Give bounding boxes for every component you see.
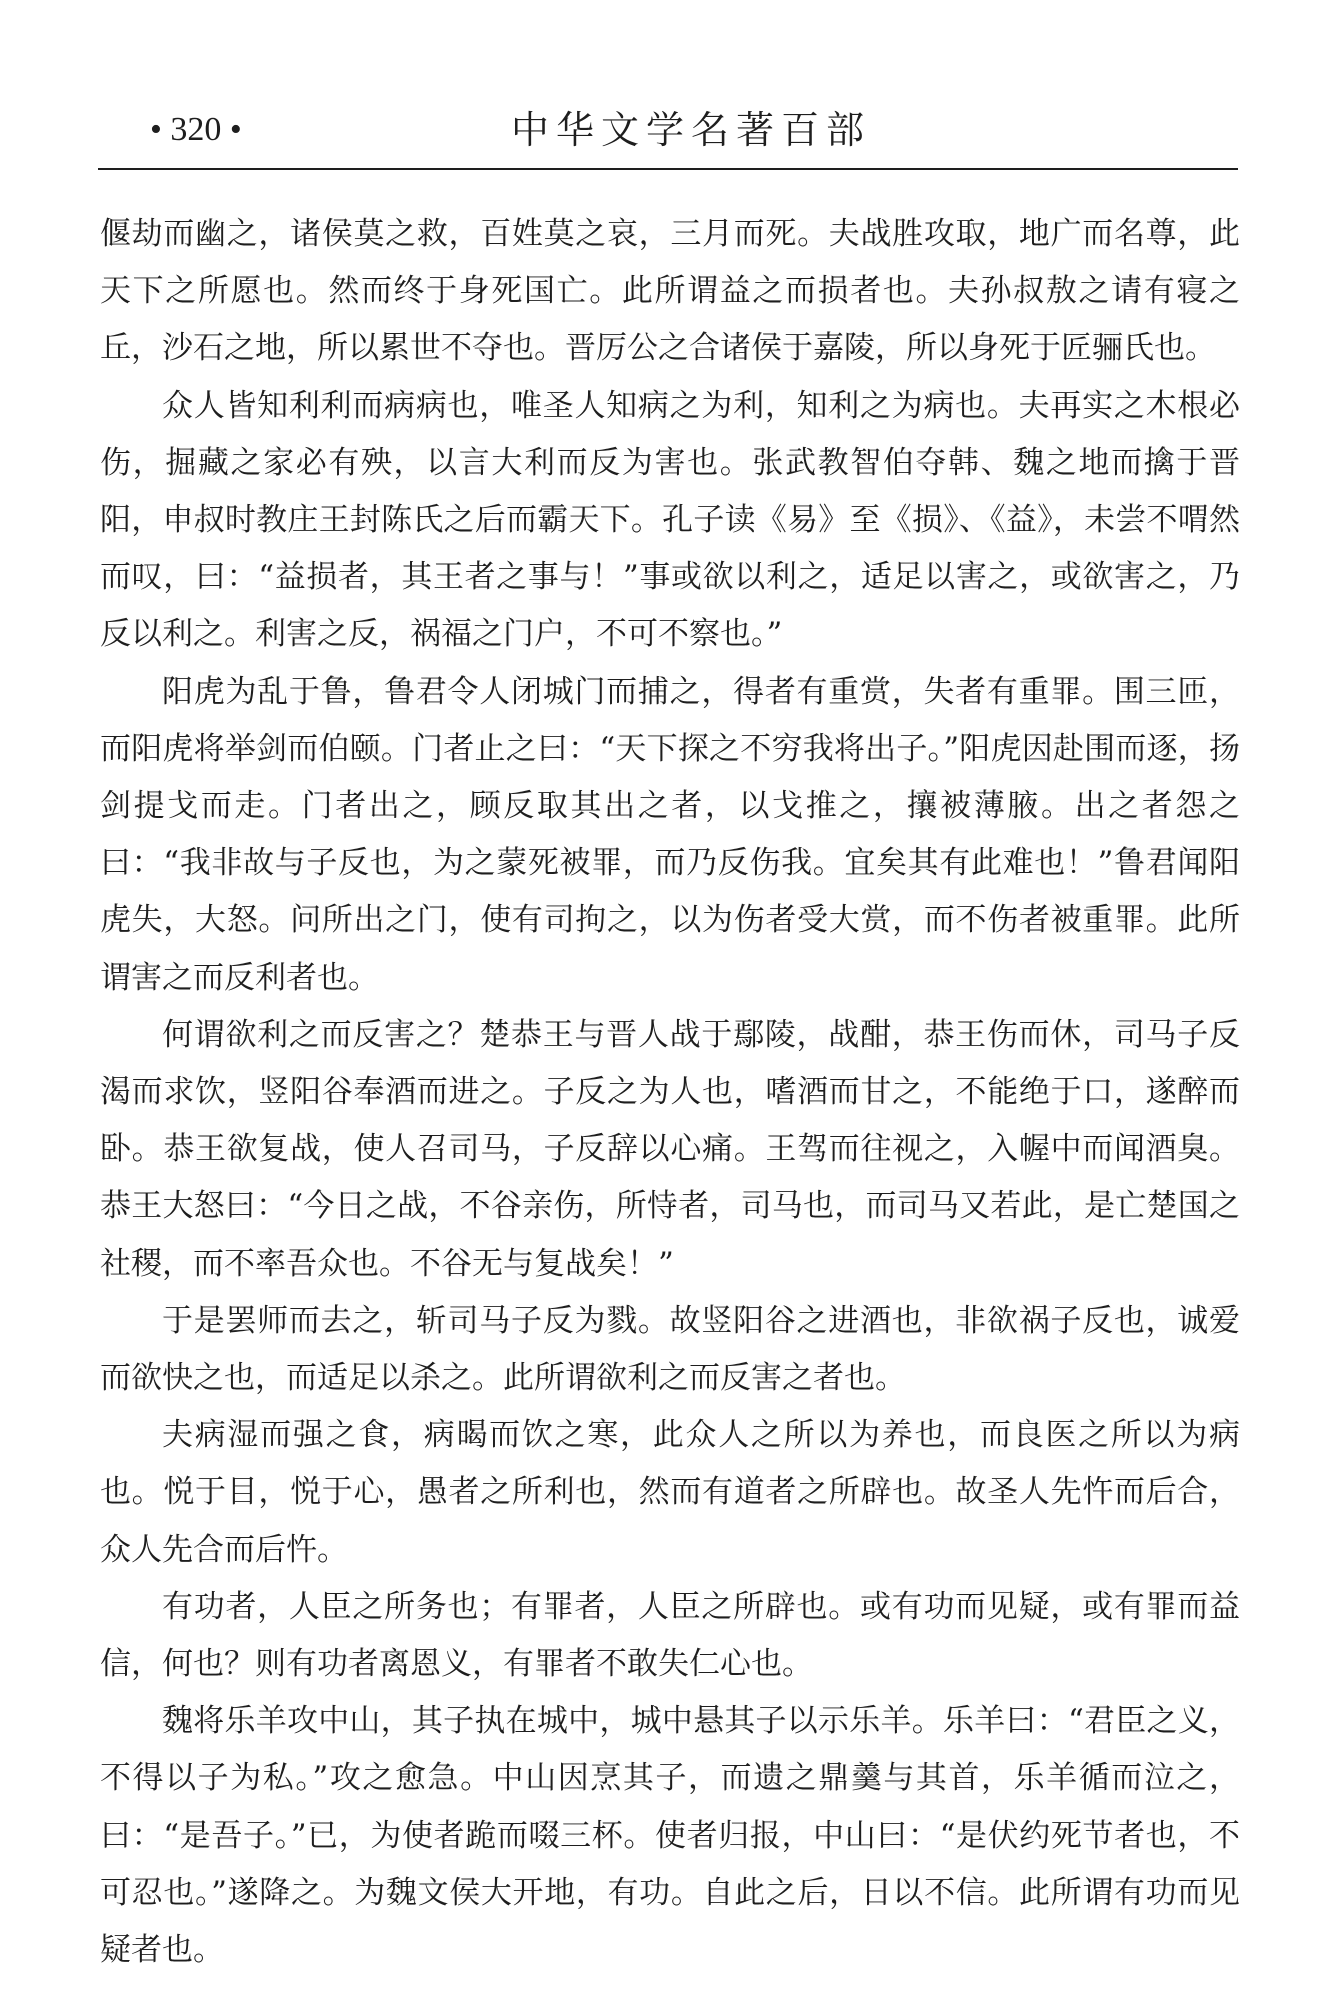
paragraph-1: 偃劫而幽之，诸侯莫之救，百姓莫之哀，三月而死。夫战胜攻取，地广而名尊，此天下之所愿也。然而终于身死国亡。此所谓益之而损者也。夫孙叔敖之请有寝之丘，沙石之地，所以累世不夺也。晋厉公之合诸侯于嘉陵，所以身死于匠骊氏也。 — [100, 216, 1240, 367]
page-number: • 320 • — [150, 111, 242, 148]
paragraph-5: 于是罢师而去之，斩司马子反为戮。故竖阳谷之进酒也，非欲祸子反也，诚爱而欲快之也，而适足以杀之。此所谓欲利之而反害之者也。 — [100, 1302, 1240, 1397]
header-rule — [98, 168, 1238, 170]
paragraph-6: 夫病湿而强之食，病暍而饮之寒，此众人之所以为养也，而良医之所以为病也。悦于目，悦于心，愚者之所利也，然而有道者之所辟也。故圣人先忤而后合，众人先合而后忤。 — [100, 1417, 1240, 1568]
page-header — [98, 104, 1238, 162]
paragraph-7: 有功者，人臣之所务也；有罪者，人臣之所辟也。或有功而见疑，或有罪而益信，何也？则有功者离恩义，有罪者不敢失仁心也。 — [100, 1588, 1240, 1683]
paragraph-4: 何谓欲利之而反害之？楚恭王与晋人战于鄢陵，战酣，恭王伤而休，司马子反渴而求饮，竖阳谷奉酒而进之。子反之为人也，嗜酒而甘之，不能绝于口，遂醉而卧。恭王欲复战，使人召司马，子反辞以心痛。王驾而往视之，入幄中而闻酒臭。恭王大怒曰：“今日之战，不谷亲伤，所恃者，司马也，而司马又若此，是亡楚国之社稷，而不率吾众也。不谷无与复战矣！” — [100, 1016, 1240, 1282]
body-text — [100, 206, 1240, 1979]
paragraph-3: 阳虎为乱于鲁，鲁君令人闭城门而捕之，得者有重赏，失者有重罪。围三匝，而阳虎将举剑而伯颐。门者止之曰：“天下探之不穷我将出子。”阳虎因赴围而逐，扬剑提戈而走。门者出之，顾反取其出之者，以戈推之，攘被薄腋。出之者怨之曰：“我非故与子反也，为之蒙死被罪，而乃反伤我。宜矣其有此难也！”鲁君闻阳虎失，大怒。问所出之门，使有司拘之，以为伤者受大赏，而不伤者被重罪。此所谓害之而反利者也。 — [100, 673, 1240, 996]
paragraph-2: 众人皆知利利而病病也，唯圣人知病之为利，知利之为病也。夫再实之木根必伤，掘藏之家必有殃，以言大利而反为害也。张武教智伯夺韩、魏之地而擒于晋阳，申叔时教庄王封陈氏之后而霸天下。孔子读《易》至《损》、《益》，未尝不喟然而叹，曰：“益损者，其王者之事与！”事或欲以利之，适足以害之，或欲害之，乃反以利之。利害之反，祸福之门户，不可不察也。” — [100, 387, 1240, 653]
paragraph-8: 魏将乐羊攻中山，其子执在城中，城中悬其子以示乐羊。乐羊曰：“君臣之义，不得以子为私。”攻之愈急。中山因烹其子，而遗之鼎羹与其首，乐羊循而泣之，曰：“是吾子。”已，为使者跪而啜三杯。使者归报，中山曰：“是伏约死节者也，不可忍也。”遂降之。为魏文侯大开地，有功。自此之后，日以不信。此所谓有功而见疑者也。 — [100, 1703, 1240, 1969]
book-title: 中华文学名著百部 — [511, 108, 872, 152]
